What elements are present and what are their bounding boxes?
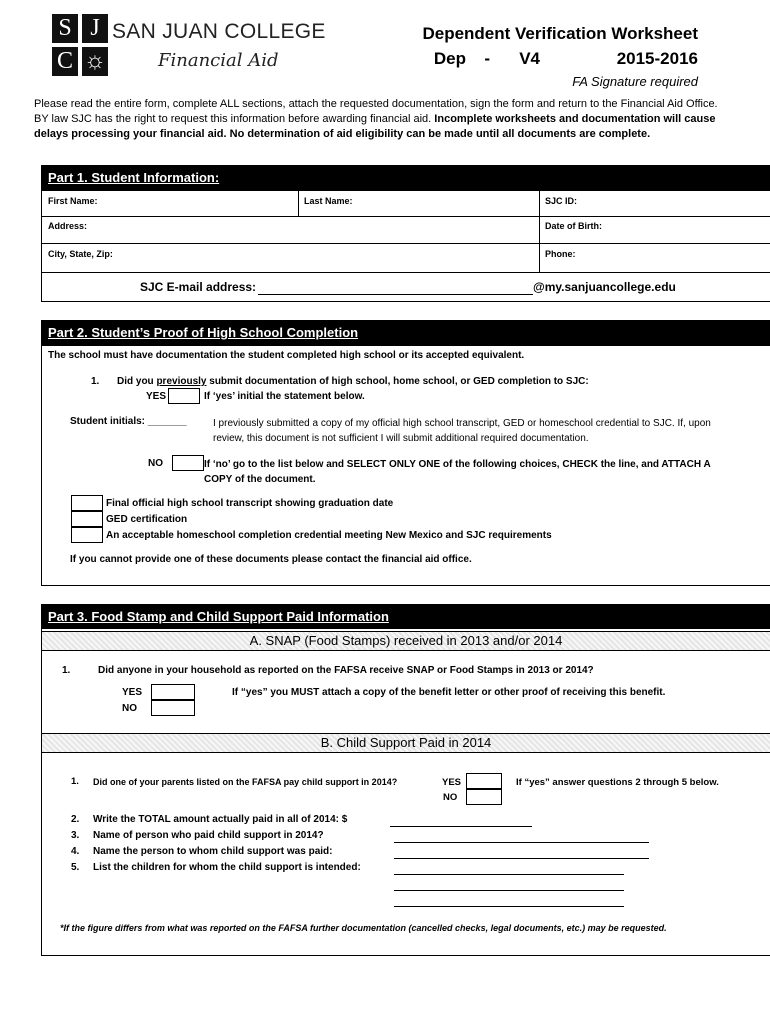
part2-header: Part 2. Student’s Proof of High School Completion (42, 321, 770, 345)
part1-section (41, 165, 770, 302)
a-instruction: If “yes” you MUST attach a copy of the benefit letter or other proof of receiving this benefit. (232, 687, 666, 698)
b-q5-number: 5. (71, 862, 80, 873)
b-yes-checkbox[interactable] (466, 773, 502, 789)
b-no-label: NO (443, 792, 458, 803)
signature-note: FA Signature required (572, 74, 698, 89)
b-q3-text: Name of person who paid child support in 2014? (93, 830, 324, 841)
q1-no-instruction: If ‘no’ go to the list below and SELECT ONLY ONE of the following choices, CHECK the line, and ATTACH A COPY of the document. (204, 459, 711, 485)
a-yes-checkbox[interactable] (151, 684, 195, 700)
option-ged-label: GED certification (106, 514, 188, 525)
sun-icon: ☼ (84, 48, 106, 74)
last-name-field[interactable]: Last Name: (304, 196, 353, 206)
logo-letter-s: S (52, 14, 78, 43)
a-q1-text: Did anyone in your household as reported on the FAFSA receive SNAP or Food Stamps in 2013 or 2014? (98, 665, 594, 676)
intro-paragraph (34, 97, 734, 142)
student-initials-field[interactable]: Student initials: _______ (70, 416, 187, 427)
version-code: V4 (519, 49, 540, 68)
a-no-label: NO (122, 703, 137, 714)
a-yes-label: YES (122, 687, 143, 698)
email-label: SJC E-mail address: (140, 280, 257, 294)
first-name-field[interactable]: First Name: (48, 196, 98, 206)
section-a-heading: A. SNAP (Food Stamps) received in 2013 and/or 2014 (42, 631, 770, 651)
version-dep: Dep (433, 49, 466, 68)
b-q5-field-1[interactable] (394, 874, 624, 875)
option-ged-checkbox[interactable] (71, 511, 103, 527)
address-field[interactable]: Address: (48, 221, 88, 231)
phone-field[interactable]: Phone: (545, 249, 576, 259)
version-dash: - (484, 49, 490, 68)
b-q5-field-3[interactable] (394, 906, 624, 907)
a-no-checkbox[interactable] (151, 700, 195, 716)
b-yes-label: YES (442, 777, 462, 788)
part2-intro: The school must have documentation the student completed high school or its accepted equivalent. (48, 350, 525, 361)
city-state-zip-field[interactable]: City, State, Zip: (48, 249, 113, 259)
sjc-id-field[interactable]: SJC ID: (545, 196, 578, 206)
part3-header: Part 3. Food Stamp and Child Support Paid Information (42, 605, 770, 629)
intro-text: Please read the entire form, complete ALL sections, attach the requested documentation, sign the form and return to the Financial Aid Office. BY law SJC has the right to request this information before awarding financial aid. (34, 98, 718, 125)
b-q1-text: Did one of your parents listed on the FAFSA pay child support in 2014? (93, 777, 398, 787)
part3-footnote: *If the figure differs from what was reported on the FAFSA further documentation (cancelled checks, legal documents, etc.) may be requested. (60, 923, 667, 933)
sjc-logo (52, 14, 108, 76)
email-field[interactable] (258, 294, 533, 295)
q1-text: Did you previously submit documentation of high school, home school, or GED completion to SJC: (117, 376, 589, 387)
q1-number: 1. (91, 376, 100, 387)
b-q4-number: 4. (71, 846, 80, 857)
logo-letter-c: C (52, 47, 78, 76)
option-homeschool-checkbox[interactable] (71, 527, 103, 543)
dob-field[interactable]: Date of Birth: (545, 221, 602, 231)
b-q4-text: Name the person to whom child support was paid: (93, 846, 333, 857)
b-q5-field-2[interactable] (394, 890, 624, 891)
q1-no-label: NO (148, 458, 163, 469)
prior-submission-statement: I previously submitted a copy of my official high school transcript, GED or homeschool credential to SJC. If, upon review, this document is not sufficient I will submit additional required documentation. (213, 418, 711, 444)
b-q3-field[interactable] (394, 842, 649, 843)
intro-warning: Incomplete worksheets and documentation will cause delays processing your financial aid. No determination of aid eligibility can be made until all documents are complete. (34, 113, 716, 140)
q1-no-checkbox[interactable] (172, 455, 204, 471)
b-q2-text: Write the TOTAL amount actually paid in all of 2014: $ (93, 814, 348, 825)
b-q3-number: 3. (71, 830, 80, 841)
q1-yes-instruction: If ‘yes’ initial the statement below. (204, 391, 365, 402)
q1-yes-checkbox[interactable] (168, 388, 200, 404)
logo-letter-j: J (82, 14, 108, 43)
option-transcript-label: Final official high school transcript showing graduation date (106, 498, 394, 509)
college-name: SAN JUAN COLLEGE (112, 20, 326, 43)
b-instruction: If “yes” answer questions 2 through 5 below. (516, 777, 719, 788)
option-transcript-checkbox[interactable] (71, 495, 103, 511)
b-q2-number: 2. (71, 814, 80, 825)
part3-section (41, 604, 770, 956)
email-domain: @my.sanjuancollege.edu (533, 280, 676, 294)
department-name: Financial Aid (158, 50, 279, 71)
b-q2-amount-field[interactable] (390, 826, 532, 827)
part1-header: Part 1. Student Information: (42, 166, 770, 190)
option-homeschool-label: An acceptable homeschool completion credential meeting New Mexico and SJC requirements (106, 530, 552, 541)
b-q4-field[interactable] (394, 858, 649, 859)
form-title: Dependent Verification Worksheet (422, 24, 698, 43)
b-q5-text: List the children for whom the child support is intended: (93, 862, 361, 873)
section-b-heading: B. Child Support Paid in 2014 (42, 733, 770, 753)
part2-footer: If you cannot provide one of these documents please contact the financial aid office. (70, 554, 472, 565)
a-q1-number: 1. (62, 665, 71, 676)
part2-section (41, 320, 770, 586)
award-year: 2015-2016 (616, 49, 698, 68)
q1-yes-label: YES (146, 391, 167, 402)
b-q1-number: 1. (71, 776, 79, 787)
b-no-checkbox[interactable] (466, 789, 502, 805)
